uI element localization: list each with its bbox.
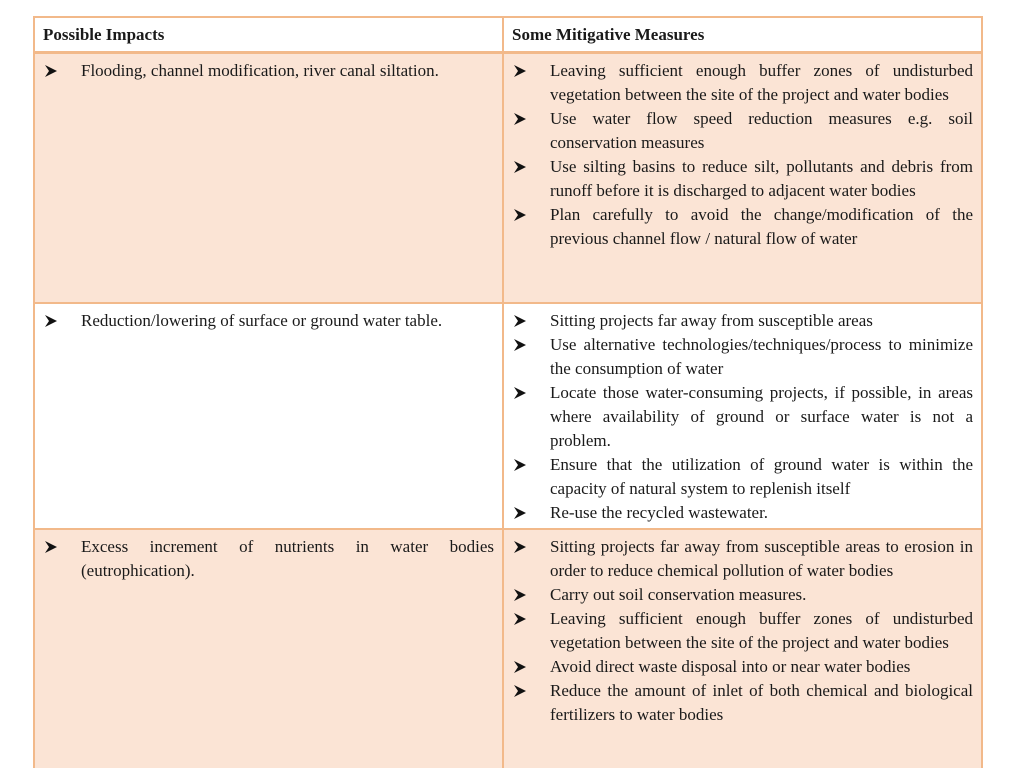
table-header-row: [35, 18, 981, 54]
measure-text: Use silting basins to reduce silt, pollutants and debris from runoff before it is discharged to adjacent water bodies: [550, 157, 973, 200]
measure-item: [512, 203, 973, 251]
arrowhead-bullet-icon: [514, 459, 526, 471]
measure-item: [512, 107, 973, 155]
impact-item: [43, 535, 494, 583]
impact-cell: [35, 54, 504, 302]
header-possible-impacts: Possible Impacts: [35, 18, 504, 51]
impact-text: Reduction/lowering of surface or ground water table.: [81, 311, 443, 330]
arrowhead-bullet-icon: [514, 315, 526, 327]
measure-text: Leaving sufficient enough buffer zones of undisturbed vegetation between the site of the project and water bodies: [550, 61, 973, 104]
impact-item: [43, 309, 494, 333]
measure-text: Leaving sufficient enough buffer zones of undisturbed vegetation between the site of the project and water bodies: [550, 609, 973, 652]
measure-text: Avoid direct waste disposal into or near water bodies: [550, 657, 911, 676]
arrowhead-bullet-icon: [514, 541, 526, 553]
arrowhead-bullet-icon: [514, 65, 526, 77]
measure-text: Carry out soil conservation measures.: [550, 585, 807, 604]
impact-text: Flooding, channel modification, river canal siltation.: [81, 61, 439, 80]
arrowhead-bullet-icon: [514, 661, 526, 673]
measure-item: [512, 381, 973, 453]
measure-text: Reduce the amount of inlet of both chemical and biological fertilizers to water bodies: [550, 681, 973, 724]
arrowhead-bullet-icon: [45, 315, 57, 327]
measure-item: [512, 535, 973, 583]
table-row: [35, 304, 981, 530]
measure-text: Plan carefully to avoid the change/modification of the previous channel flow / natural flow of water: [550, 205, 973, 248]
measure-item: [512, 309, 973, 333]
arrowhead-bullet-icon: [514, 113, 526, 125]
measure-item: [512, 453, 973, 501]
arrowhead-bullet-icon: [45, 65, 57, 77]
table-row: [35, 530, 981, 768]
measure-text: Re-use the recycled wastewater.: [550, 503, 769, 522]
measure-item: [512, 679, 973, 727]
measure-item: [512, 501, 973, 525]
arrowhead-bullet-icon: [514, 685, 526, 697]
arrowhead-bullet-icon: [514, 209, 526, 221]
arrowhead-bullet-icon: [514, 387, 526, 399]
impacts-mitigation-table: [33, 16, 983, 768]
measure-text: Sitting projects far away from susceptible areas: [550, 311, 873, 330]
measure-text: Sitting projects far away from susceptible areas to erosion in order to reduce chemical pollution of water bodies: [550, 537, 973, 580]
header-mitigative-measures: Some Mitigative Measures: [512, 25, 705, 44]
arrowhead-bullet-icon: [514, 589, 526, 601]
measures-cell: [504, 54, 981, 302]
measure-text: Use alternative technologies/techniques/process to minimize the consumption of water: [550, 335, 973, 378]
measure-text: Locate those water-consuming projects, if possible, in areas where availability of ground or surface water is not a problem.: [550, 383, 973, 450]
measures-cell: [504, 530, 981, 768]
impact-cell: [35, 304, 504, 528]
measure-item: [512, 655, 973, 679]
measure-item: [512, 155, 973, 203]
arrowhead-bullet-icon: [514, 613, 526, 625]
impact-item: [43, 59, 494, 83]
table-row: [35, 54, 981, 304]
measure-text: Ensure that the utilization of ground water is within the capacity of natural system to replenish itself: [550, 455, 973, 498]
measure-item: [512, 583, 973, 607]
measures-cell: [504, 304, 981, 528]
impact-text: Excess increment of nutrients in water bodies (eutrophication).: [81, 537, 494, 580]
measure-item: [512, 59, 973, 107]
measure-item: [512, 607, 973, 655]
measure-item: [512, 333, 973, 381]
arrowhead-bullet-icon: [514, 161, 526, 173]
measure-text: Use water flow speed reduction measures e.g. soil conservation measures: [550, 109, 973, 152]
arrowhead-bullet-icon: [514, 507, 526, 519]
impact-cell: [35, 530, 504, 768]
arrowhead-bullet-icon: [514, 339, 526, 351]
arrowhead-bullet-icon: [45, 541, 57, 553]
